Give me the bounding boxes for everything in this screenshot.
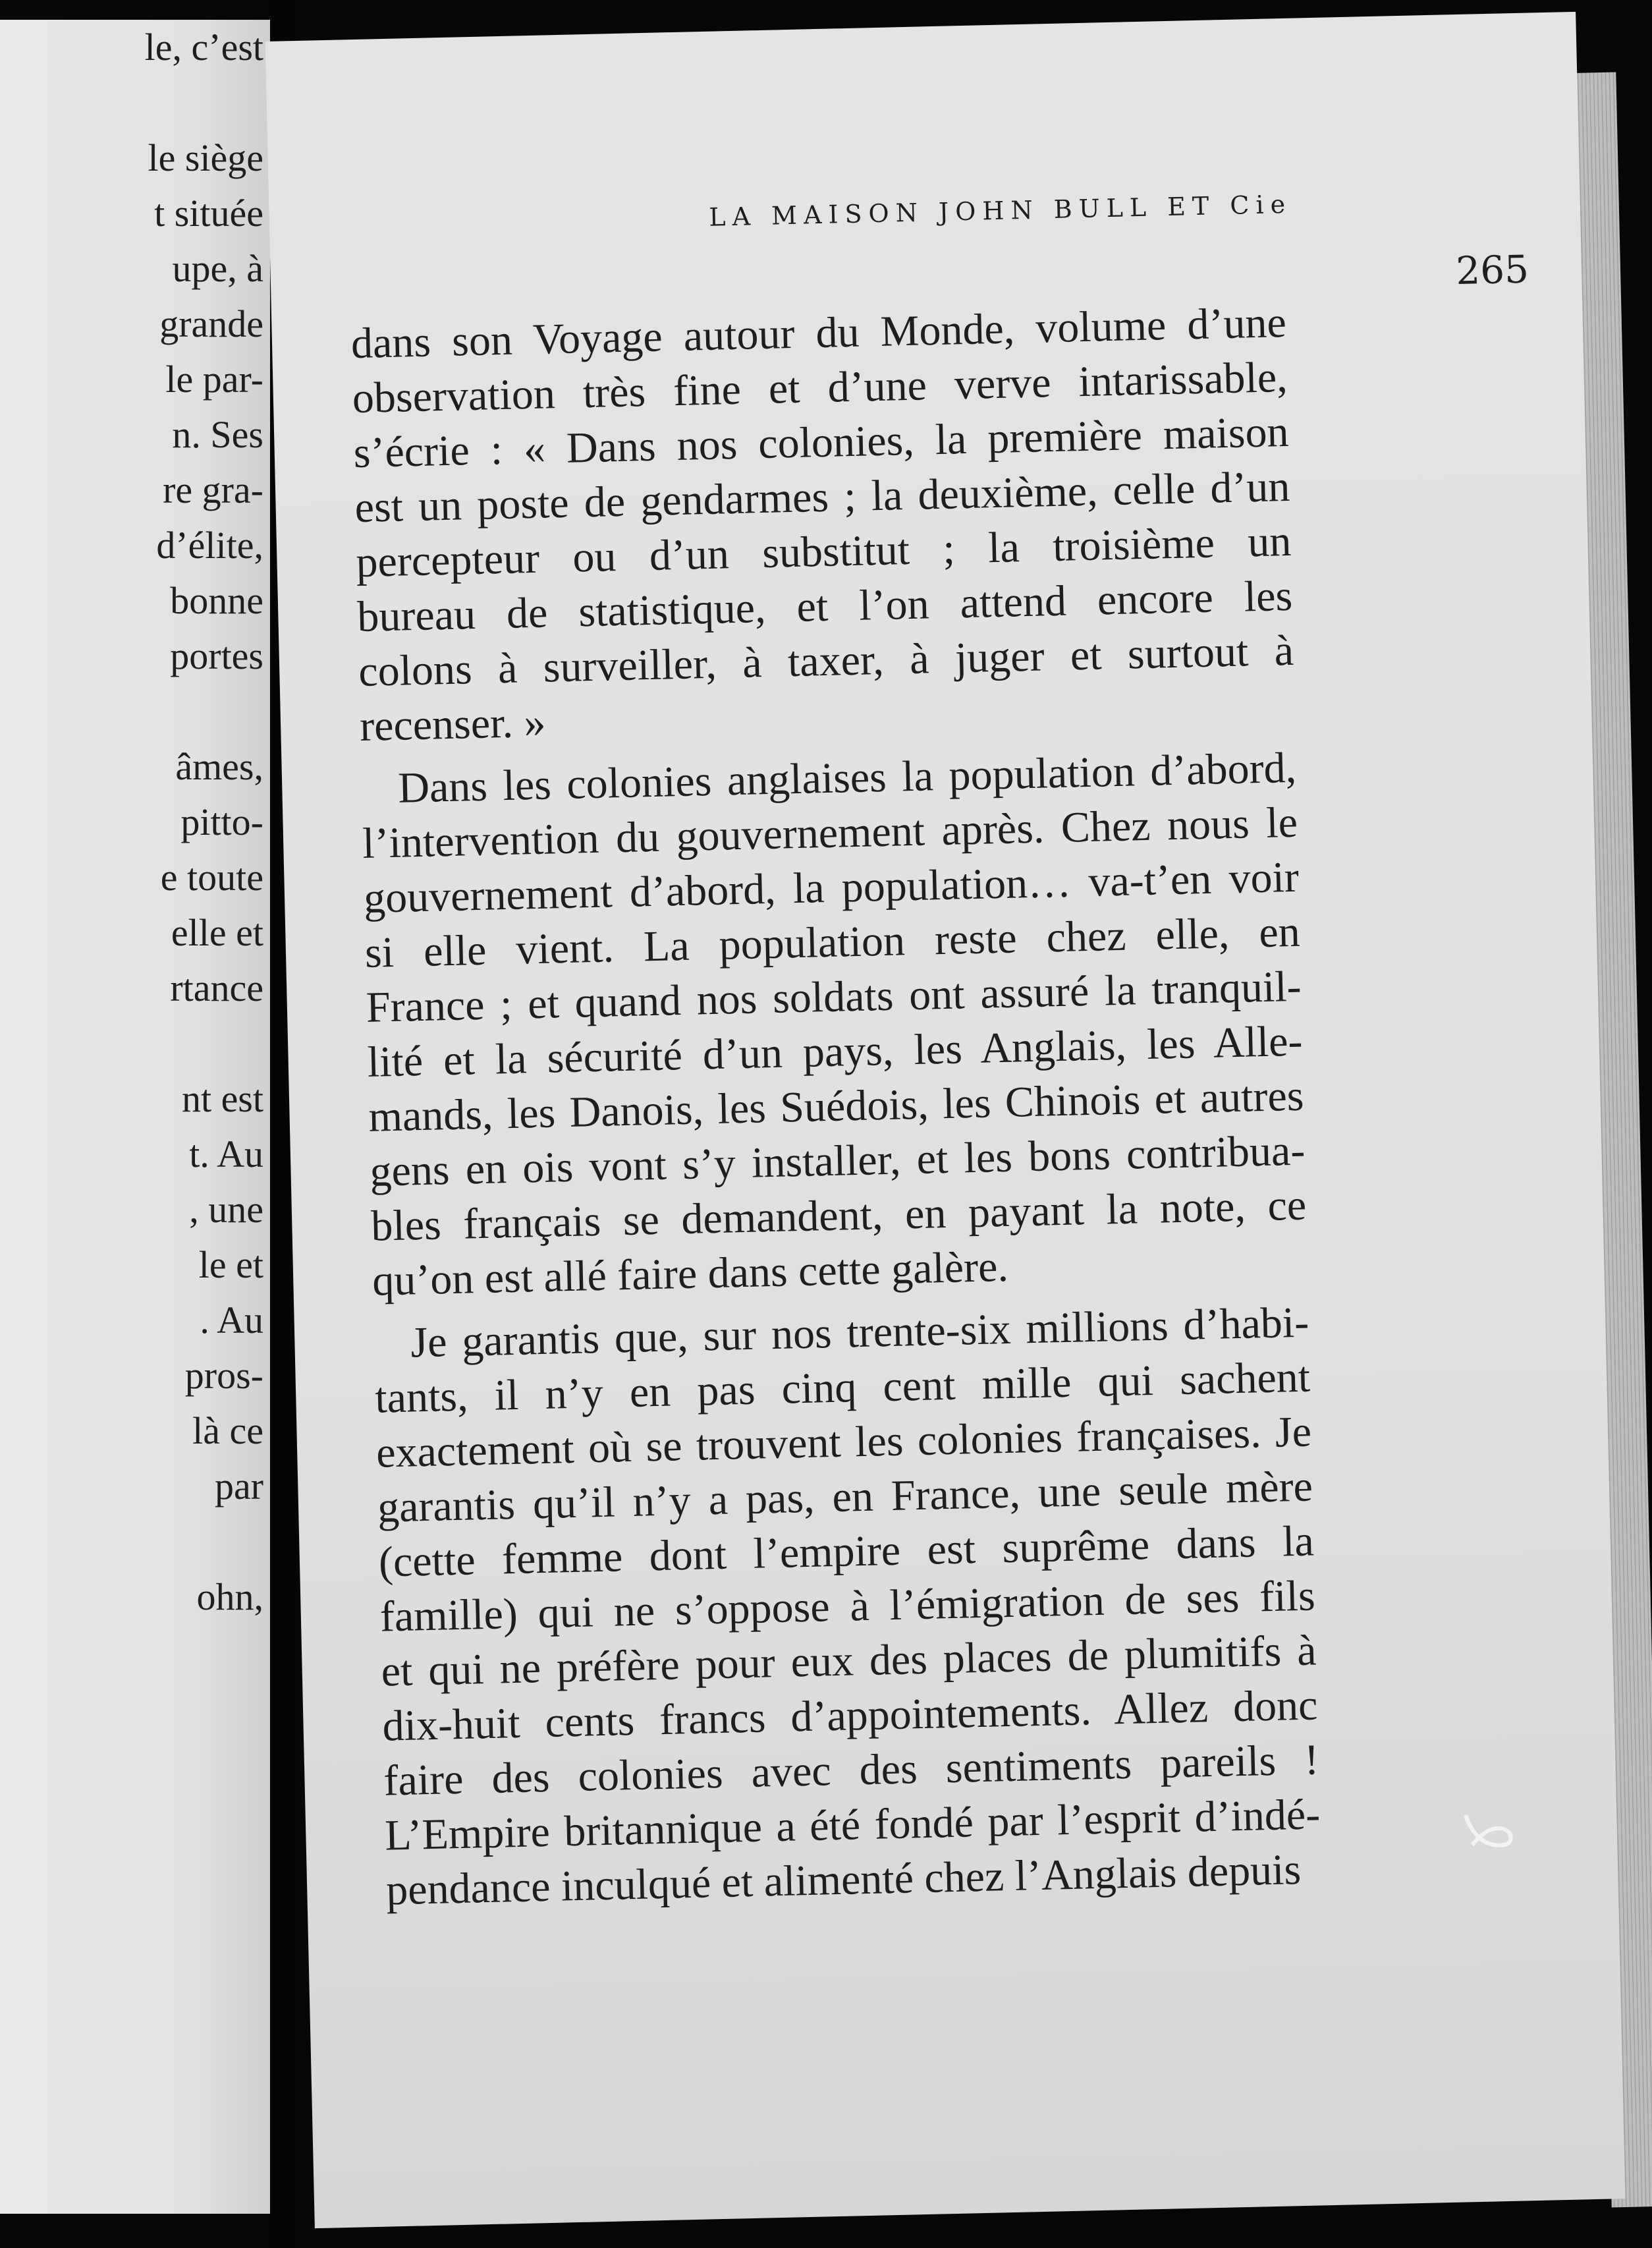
left-page-line: re gra-: [163, 468, 263, 511]
left-page-line: le par-: [165, 358, 263, 401]
left-page-line: âmes,: [175, 745, 263, 788]
page-number: 265: [1455, 246, 1529, 294]
left-page-line: t. Au: [189, 1133, 263, 1175]
left-page-line: là ce: [192, 1409, 263, 1452]
text-line: pendance inculqué et alimenté chez l’Anglais depuis: [385, 1845, 1302, 1915]
text-line: dans son Voyage autour du Monde, volume d’une: [350, 298, 1287, 368]
text-line: recenser. »: [359, 698, 547, 751]
text-line: lité et la sécurité d’un pays, les Anglais, les Alle-: [366, 1017, 1304, 1086]
text-line: exactement où se trouvent les colonies françaises. Je: [375, 1407, 1312, 1477]
right-page: [265, 12, 1626, 2228]
text-line: Je garantis que, sur nos trente-six millions d’habi-: [410, 1298, 1309, 1367]
left-page-line: ohn,: [196, 1575, 263, 1618]
left-page-line: bonne: [170, 579, 263, 622]
left-page-line: elle et: [171, 911, 263, 954]
left-page-line: le siège: [148, 136, 263, 179]
body-text: [350, 295, 1322, 1926]
paragraph: [350, 295, 1296, 754]
left-page-line: [145, 684, 263, 739]
ink-blot-mark: [1459, 1809, 1518, 1855]
left-page-line: le, c’est: [144, 26, 263, 69]
left-page-line: par: [214, 1465, 263, 1507]
left-page-line: rtance: [170, 967, 263, 1009]
left-page-line: n. Ses: [172, 413, 263, 456]
paragraph: [373, 1295, 1322, 1918]
left-page: [0, 20, 270, 2214]
text-line: bureau de statistique, et l’on attend encore les: [356, 571, 1293, 642]
left-page-text: [145, 20, 263, 1625]
left-page-line: [145, 1016, 263, 1071]
text-line: garantis qu’il n’y a pas, en France, une seule mère: [377, 1462, 1313, 1532]
text-line: gouvernement d’abord, la population… va-t’en voir: [363, 853, 1300, 922]
left-page-line: pitto-: [180, 801, 263, 843]
text-line: tants, il n’y en pas cinq cent mille qui sachent: [374, 1353, 1311, 1422]
text-line: Dans les colonies anglaises la population d’abord,: [397, 743, 1297, 812]
left-page-line: nt est: [181, 1077, 263, 1120]
left-page-line: portes: [170, 634, 263, 677]
left-page-line: t située: [154, 192, 263, 235]
left-page-line: le et: [198, 1243, 263, 1286]
text-line: est un poste de gendarmes ; la deuxième, celle d’un: [354, 462, 1291, 532]
text-line: mands, les Danois, les Suédois, les Chinois et autres: [368, 1071, 1305, 1141]
text-line: s’écrie : « Dans nos colonies, la première maison: [352, 407, 1290, 478]
text-line: l’intervention du gouvernement après. Chez nous le: [362, 798, 1298, 868]
left-page-line: . Au: [200, 1299, 263, 1341]
text-line: observation très fine et d’une verve intarissable,: [352, 352, 1288, 423]
text-line: bles français se demandent, en payant la note, ce: [370, 1181, 1307, 1250]
paragraph: [360, 741, 1308, 1308]
left-page-line: pros-: [184, 1354, 263, 1397]
text-line: gens en ois vont s’y installer, et les bons contribua-: [369, 1126, 1306, 1196]
text-line: L’Empire britannique a été fondé par l’esprit d’indé-: [384, 1790, 1321, 1860]
left-page-line: , une: [189, 1188, 263, 1231]
text-line: et qui ne préfère pour eux des places de plumitifs à: [380, 1626, 1317, 1696]
text-line: faire des colonies avec des sentiments pareils !: [383, 1735, 1320, 1805]
text-line: France ; et quand nos soldats ont assuré la tranquil-: [366, 962, 1302, 1032]
left-page-line: [145, 1514, 263, 1569]
text-line: famille) qui ne s’oppose à l’émigration de ses fils: [379, 1571, 1316, 1641]
running-head: LA MAISON JOHN BULL ET Cie: [708, 189, 1292, 232]
text-line: colons à surveiller, à taxer, à juger et surtout à: [358, 626, 1294, 696]
text-line: percepteur ou d’un substitut ; la troisième un: [355, 517, 1292, 587]
text-line: si elle vient. La population reste chez elle, en: [364, 907, 1301, 977]
left-page-line: d’élite,: [156, 524, 263, 567]
text-line: qu’on est allé faire dans cette galère.: [372, 1242, 1009, 1305]
left-page-line: [145, 75, 263, 130]
left-page-line: e toute: [160, 856, 263, 899]
left-page-line: upe, à: [172, 247, 263, 290]
text-line: dix-huit cents francs d’appointements. Allez donc: [381, 1681, 1319, 1751]
left-page-line: grande: [159, 302, 263, 345]
text-line: (cette femme dont l’empire est suprême dans la: [378, 1517, 1315, 1587]
